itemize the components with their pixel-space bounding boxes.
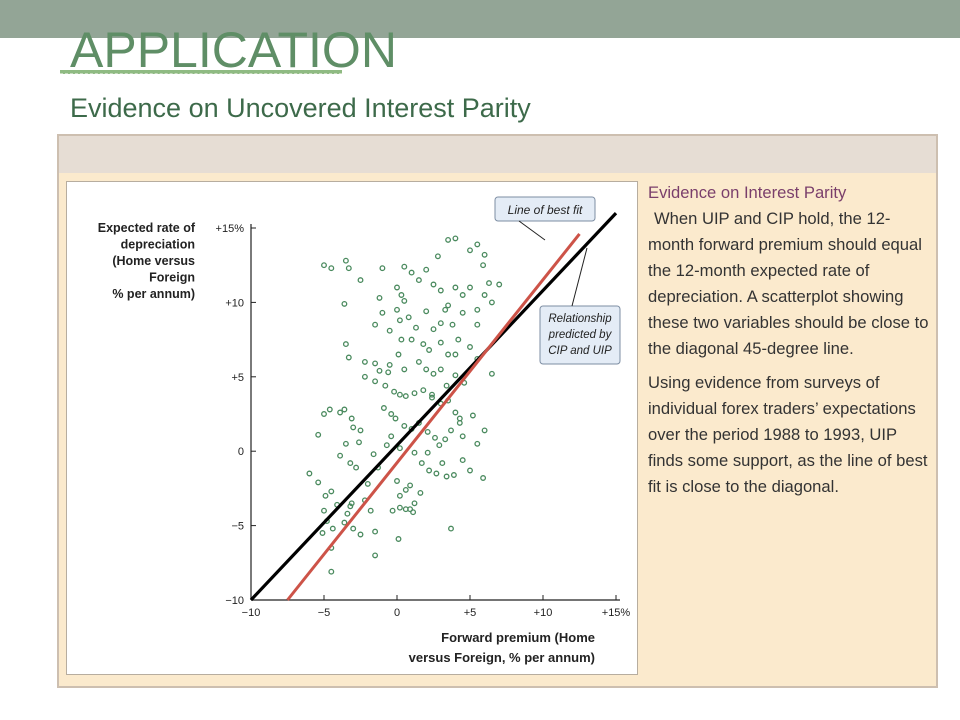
callouts bbox=[495, 197, 620, 364]
x-axis-label bbox=[409, 630, 595, 665]
data-point bbox=[460, 293, 465, 298]
data-point bbox=[347, 266, 352, 271]
data-point bbox=[406, 315, 411, 320]
data-point bbox=[418, 491, 423, 496]
data-point bbox=[402, 264, 407, 269]
data-point bbox=[345, 511, 350, 516]
data-point bbox=[450, 322, 455, 327]
data-point bbox=[449, 526, 454, 531]
data-point bbox=[316, 480, 321, 485]
data-point bbox=[395, 308, 400, 313]
diagonal-45-line bbox=[251, 213, 616, 600]
data-point bbox=[395, 285, 400, 290]
data-point bbox=[349, 416, 354, 421]
data-point bbox=[453, 352, 458, 357]
y-tick-label: 0 bbox=[237, 446, 244, 459]
data-point bbox=[398, 318, 403, 323]
data-point bbox=[368, 508, 373, 513]
data-point bbox=[482, 253, 487, 258]
data-point bbox=[421, 342, 426, 347]
data-point bbox=[427, 468, 432, 473]
data-point bbox=[482, 293, 487, 298]
data-points bbox=[307, 236, 501, 574]
tick-labels bbox=[216, 223, 631, 619]
data-point bbox=[475, 308, 480, 313]
data-point bbox=[342, 520, 347, 525]
data-point bbox=[363, 360, 368, 365]
y-axis-label bbox=[98, 221, 196, 301]
data-point bbox=[402, 299, 407, 304]
x-tick-label: −5 bbox=[317, 607, 331, 619]
data-point bbox=[320, 531, 325, 536]
y-tick-label: +15% bbox=[215, 223, 244, 235]
data-point bbox=[424, 267, 429, 272]
data-point bbox=[366, 482, 371, 487]
data-point bbox=[497, 282, 502, 287]
data-point bbox=[453, 410, 458, 415]
data-point bbox=[377, 369, 382, 374]
x-tick-label: −10 bbox=[241, 607, 261, 619]
y-tick-label: −10 bbox=[225, 595, 244, 607]
y-axis-label-line: Foreign bbox=[149, 270, 195, 285]
data-point bbox=[439, 340, 444, 345]
y-axis-label-line: % per annum) bbox=[112, 287, 195, 301]
data-point bbox=[490, 372, 495, 377]
data-point bbox=[411, 510, 416, 515]
data-point bbox=[471, 413, 476, 418]
data-point bbox=[452, 473, 457, 478]
data-point bbox=[373, 322, 378, 327]
data-point bbox=[431, 327, 436, 332]
data-point bbox=[322, 508, 327, 513]
data-point bbox=[487, 281, 492, 286]
predicted-callout-text: predicted by bbox=[548, 329, 612, 341]
data-point bbox=[453, 236, 458, 241]
data-point bbox=[344, 258, 349, 263]
data-point bbox=[387, 363, 392, 368]
data-point bbox=[373, 553, 378, 558]
data-point bbox=[425, 450, 430, 455]
slide-subtitle: Evidence on Uncovered Interest Parity bbox=[70, 93, 531, 123]
figure-box bbox=[66, 181, 638, 675]
data-point bbox=[424, 367, 429, 372]
data-point bbox=[357, 440, 362, 445]
data-point bbox=[377, 296, 382, 301]
data-point bbox=[402, 424, 407, 429]
data-point bbox=[440, 461, 445, 466]
data-point bbox=[436, 254, 441, 259]
y-tick-label: +5 bbox=[231, 371, 244, 384]
data-point bbox=[347, 355, 352, 360]
data-point bbox=[393, 416, 398, 421]
data-point bbox=[412, 391, 417, 396]
data-point bbox=[468, 345, 473, 350]
data-point bbox=[331, 526, 336, 531]
data-point bbox=[460, 311, 465, 316]
data-point bbox=[354, 465, 359, 470]
data-point bbox=[351, 526, 356, 531]
x-axis-label-line: versus Foreign, % per annum) bbox=[408, 650, 595, 665]
data-point bbox=[358, 428, 363, 433]
data-point bbox=[490, 300, 495, 305]
data-point bbox=[399, 293, 404, 298]
data-point bbox=[380, 266, 385, 271]
data-point bbox=[449, 428, 454, 433]
data-point bbox=[399, 337, 404, 342]
data-point bbox=[453, 373, 458, 378]
data-point bbox=[431, 282, 436, 287]
data-point bbox=[383, 383, 388, 388]
x-tick-label: +15% bbox=[601, 607, 631, 619]
data-point bbox=[387, 328, 392, 333]
data-point bbox=[439, 367, 444, 372]
data-point bbox=[398, 494, 403, 499]
data-point bbox=[409, 337, 414, 342]
content-panel-header bbox=[59, 136, 936, 173]
data-point bbox=[396, 537, 401, 542]
data-point bbox=[408, 483, 413, 488]
data-point bbox=[382, 406, 387, 411]
data-point bbox=[434, 471, 439, 476]
data-point bbox=[386, 370, 391, 375]
y-tick-label: +10 bbox=[225, 297, 244, 310]
data-point bbox=[417, 278, 422, 283]
data-point bbox=[398, 446, 403, 451]
best-fit-callout-text: Line of best fit bbox=[507, 203, 583, 217]
data-point bbox=[425, 430, 430, 435]
scatter-chart bbox=[67, 182, 637, 674]
data-point bbox=[329, 489, 334, 494]
data-point bbox=[475, 242, 480, 247]
data-point bbox=[421, 388, 426, 393]
data-point bbox=[380, 311, 385, 316]
data-point bbox=[412, 450, 417, 455]
data-point bbox=[390, 508, 395, 513]
data-point bbox=[307, 471, 312, 476]
data-point bbox=[363, 375, 368, 380]
side-heading: Evidence on Interest Parity bbox=[648, 183, 847, 202]
predicted-callout-text: Relationship bbox=[548, 313, 612, 325]
data-point bbox=[444, 383, 449, 388]
data-point bbox=[468, 285, 473, 290]
data-point bbox=[358, 278, 363, 283]
best-fit-callout-leader bbox=[519, 221, 545, 240]
slide-title: APPLICATION bbox=[70, 22, 397, 78]
data-point bbox=[453, 285, 458, 290]
data-point bbox=[475, 322, 480, 327]
data-point bbox=[444, 474, 449, 479]
data-point bbox=[404, 488, 409, 493]
data-point bbox=[460, 434, 465, 439]
data-point bbox=[475, 442, 480, 447]
data-point bbox=[322, 412, 327, 417]
data-point bbox=[417, 360, 422, 365]
data-point bbox=[431, 372, 436, 377]
data-point bbox=[409, 270, 414, 275]
data-point bbox=[373, 379, 378, 384]
data-point bbox=[385, 443, 390, 448]
data-point bbox=[468, 468, 473, 473]
data-point bbox=[351, 425, 356, 430]
data-point bbox=[398, 392, 403, 397]
data-point bbox=[468, 248, 473, 253]
data-point bbox=[389, 434, 394, 439]
best-fit-line bbox=[288, 234, 580, 600]
data-point bbox=[439, 321, 444, 326]
data-point bbox=[373, 361, 378, 366]
side-text-panel bbox=[648, 180, 934, 500]
x-tick-label: +10 bbox=[533, 607, 553, 619]
x-axis-label-line: Forward premium (Home bbox=[441, 630, 595, 645]
predicted-callout-text: CIP and UIP bbox=[548, 345, 612, 357]
data-point bbox=[481, 476, 486, 481]
data-point bbox=[328, 407, 333, 412]
data-point bbox=[443, 308, 448, 313]
side-paragraph-1: When UIP and CIP hold, the 12-month forward premium should equal the 12-month expected rate of depreciation. A scatterplot showing these two variables should be close to the diagonal 45-degree line. bbox=[648, 209, 929, 358]
data-point bbox=[322, 263, 327, 268]
data-point bbox=[342, 407, 347, 412]
data-point bbox=[316, 433, 321, 438]
data-point bbox=[402, 367, 407, 372]
reference-lines bbox=[251, 213, 616, 600]
data-point bbox=[392, 389, 397, 394]
data-point bbox=[396, 352, 401, 357]
data-point bbox=[446, 352, 451, 357]
data-point bbox=[395, 479, 400, 484]
data-point bbox=[373, 529, 378, 534]
data-point bbox=[358, 532, 363, 537]
data-point bbox=[460, 458, 465, 463]
side-paragraph-2: Using evidence from surveys of individual forex traders’ expectations over the period 1988 to 1993, UIP finds some support, as the line of best fit is close to the diagonal. bbox=[648, 373, 928, 496]
data-point bbox=[412, 501, 417, 506]
data-point bbox=[338, 453, 343, 458]
x-tick-label: +5 bbox=[463, 607, 477, 619]
data-point bbox=[456, 337, 461, 342]
data-point bbox=[323, 494, 328, 499]
data-point bbox=[424, 309, 429, 314]
data-point bbox=[398, 505, 403, 510]
data-point bbox=[344, 442, 349, 447]
data-point bbox=[329, 266, 334, 271]
data-point bbox=[482, 428, 487, 433]
y-tick-label: −5 bbox=[231, 520, 244, 533]
data-point bbox=[446, 238, 451, 243]
data-point bbox=[427, 348, 432, 353]
data-point bbox=[481, 263, 486, 268]
x-tick-label: 0 bbox=[393, 607, 401, 619]
data-point bbox=[389, 412, 394, 417]
data-point bbox=[348, 461, 353, 466]
data-point bbox=[437, 443, 442, 448]
data-point bbox=[446, 303, 451, 308]
y-axis-label-line: Expected rate of bbox=[97, 221, 195, 235]
data-point bbox=[329, 569, 334, 574]
data-point bbox=[414, 325, 419, 330]
data-point bbox=[371, 452, 376, 457]
data-point bbox=[420, 461, 425, 466]
data-point bbox=[439, 288, 444, 293]
y-axis-label-line: (Home versus bbox=[112, 254, 195, 268]
data-point bbox=[342, 302, 347, 307]
data-point bbox=[443, 437, 448, 442]
data-point bbox=[404, 394, 409, 399]
data-point bbox=[433, 436, 438, 441]
y-axis-label-line: depreciation bbox=[120, 237, 195, 252]
data-point bbox=[338, 410, 343, 415]
data-point bbox=[344, 342, 349, 347]
